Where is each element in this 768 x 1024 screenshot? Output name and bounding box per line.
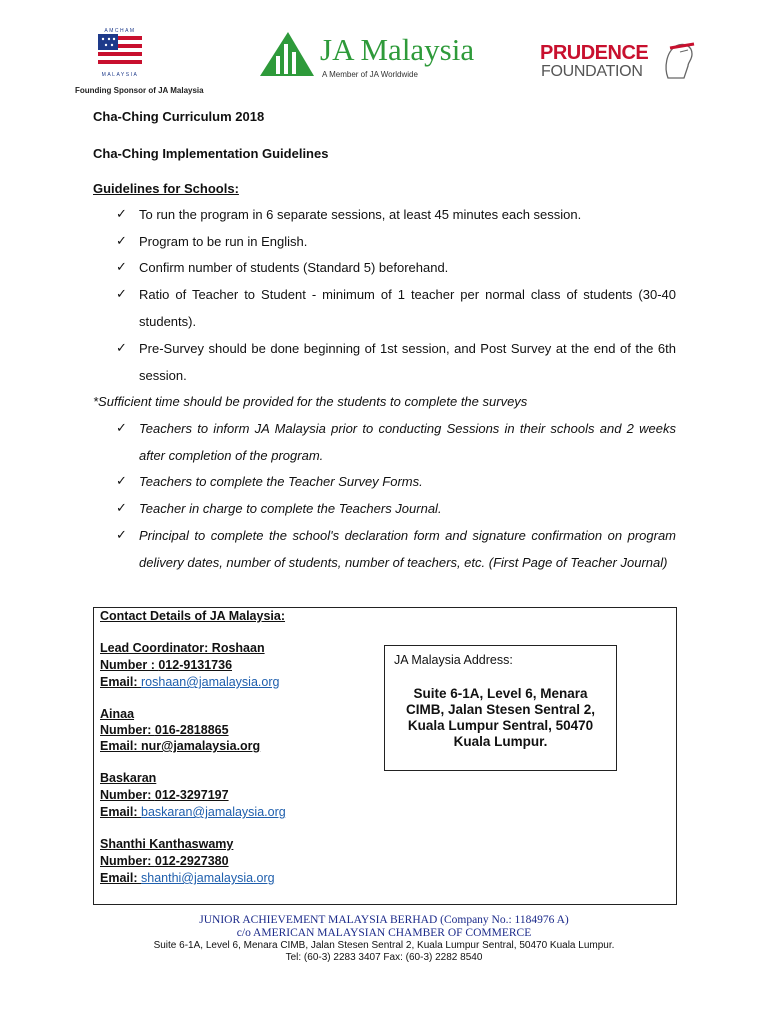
guideline-item: Confirm number of students (Standard 5) beforehand. <box>139 260 449 275</box>
email-label: Email: <box>100 675 141 689</box>
footer <box>0 914 768 964</box>
footer-phone: Tel: (60-3) 2283 3407 Fax: (60-3) 2282 8540 <box>285 952 483 963</box>
ja-malaysia-logo <box>258 30 478 80</box>
curriculum-title: Cha-Ching Curriculum 2018 <box>93 109 265 124</box>
survey-note: *Sufficient time should be provided for the students to complete the surveys <box>93 394 528 409</box>
prudence-text: PRUDENCE <box>540 42 649 64</box>
teacher-item: Teachers to inform JA Malaysia prior to conducting Sessions in their schools and 2 weeks after completion of the program. <box>139 421 676 463</box>
number-label: Number : <box>100 658 159 672</box>
number-label: Number: <box>100 854 155 868</box>
contact-name <box>100 836 233 853</box>
email-text: nur@jamalaysia.org <box>141 739 261 753</box>
contact-number <box>100 787 229 804</box>
number-label: Number: <box>100 788 155 802</box>
guidelines-title: Cha-Ching Implementation Guidelines <box>93 146 329 161</box>
contact-name-text: Baskaran <box>100 771 157 785</box>
guideline-item: Pre-Survey should be done beginning of 1st session, and Post Survey at the end of the 6th session. <box>139 341 676 383</box>
contact-email <box>100 870 275 887</box>
teacher-item: Principal to complete the school's declaration form and signature confirmation on program delivery dates, number of students, number of teachers, etc. (First Page of Teacher Journal) <box>139 528 676 570</box>
email-label: Email: <box>100 871 141 885</box>
phone-number: 016-2818865 <box>154 723 229 737</box>
email-label: Email: <box>100 805 141 819</box>
phone-number: 012-9131736 <box>158 658 233 672</box>
address-line: CIMB, Jalan Stesen Sentral 2, <box>405 702 596 717</box>
address-line: Kuala Lumpur. <box>453 734 548 749</box>
email-link[interactable]: shanthi@jamalaysia.org <box>141 871 275 885</box>
guideline-item: To run the program in 6 separate sessions, at least 45 minutes each session. <box>139 207 582 222</box>
contact-name-text: Shanthi Kanthaswamy <box>100 837 234 851</box>
contact-heading <box>100 608 285 625</box>
amcham-logo <box>96 28 144 80</box>
check-icon: ✓ <box>116 206 127 221</box>
ja-malaysia-name: JA Malaysia <box>320 32 475 67</box>
check-icon: ✓ <box>116 259 127 274</box>
teacher-item: Teachers to complete the Teacher Survey Forms. <box>139 474 423 489</box>
ja-triangle-icon <box>258 30 316 78</box>
footer-address: Suite 6-1A, Level 6, Menara CIMB, Jalan Stesen Sentral 2, Kuala Lumpur Sentral, 50470 Kuala Lumpur. <box>153 940 615 951</box>
contact-name <box>100 706 134 723</box>
guidelines-heading: Guidelines for Schools: <box>93 181 239 196</box>
address-line: Kuala Lumpur Sentral, 50470 <box>407 718 594 733</box>
check-icon: ✓ <box>116 420 127 435</box>
contact-heading-text: Contact Details of JA Malaysia: <box>100 609 286 623</box>
check-icon: ✓ <box>116 286 127 301</box>
email-link[interactable]: roshaan@jamalaysia.org <box>141 675 280 689</box>
contact-email <box>100 804 286 821</box>
footer-care-of: c/o AMERICAN MALAYSIAN CHAMBER OF COMMERCE <box>236 927 532 939</box>
check-icon: ✓ <box>116 527 127 542</box>
contact-email <box>100 738 260 755</box>
contact-name <box>100 640 265 657</box>
address-box <box>384 645 617 771</box>
ja-tagline: A Member of JA Worldwide <box>322 70 418 79</box>
prudence-head-icon <box>658 38 698 80</box>
contact-name-text: Ainaa <box>100 707 135 721</box>
check-icon: ✓ <box>116 233 127 248</box>
foundation-text: FOUNDATION <box>541 63 643 80</box>
contact-number <box>100 722 229 739</box>
contact-name <box>100 770 156 787</box>
check-icon: ✓ <box>116 473 127 488</box>
us-flag-icon <box>98 34 142 68</box>
email-label: Email: <box>100 739 141 753</box>
phone-number: 012-2927380 <box>154 854 229 868</box>
guideline-item: Ratio of Teacher to Student - minimum of 1 teacher per normal class of students (30-40 students). <box>139 287 676 329</box>
contact-email <box>100 674 279 691</box>
prudence-foundation-logo <box>540 42 710 84</box>
email-link[interactable]: baskaran@jamalaysia.org <box>141 805 286 819</box>
address-line: Suite 6-1A, Level 6, Menara <box>413 686 588 701</box>
address-body <box>385 686 616 750</box>
footer-company: JUNIOR ACHIEVEMENT MALAYSIA BERHAD (Company No.: 1184976 A) <box>199 914 569 926</box>
check-icon: ✓ <box>116 340 127 355</box>
check-icon: ✓ <box>116 500 127 515</box>
contact-number <box>100 657 232 674</box>
amcham-label: AMCHAM <box>104 28 136 34</box>
amcham-sublabel: MALAYSIA <box>101 72 139 78</box>
founding-sponsor-text: Founding Sponsor of JA Malaysia <box>75 86 204 95</box>
number-label: Number: <box>100 723 155 737</box>
teacher-item: Teacher in charge to complete the Teachers Journal. <box>139 501 442 516</box>
guideline-item: Program to be run in English. <box>139 234 308 249</box>
address-title: JA Malaysia Address: <box>394 653 513 667</box>
contact-name-text: Lead Coordinator: Roshaan <box>100 641 265 655</box>
contact-number <box>100 853 229 870</box>
phone-number: 012-3297197 <box>154 788 229 802</box>
